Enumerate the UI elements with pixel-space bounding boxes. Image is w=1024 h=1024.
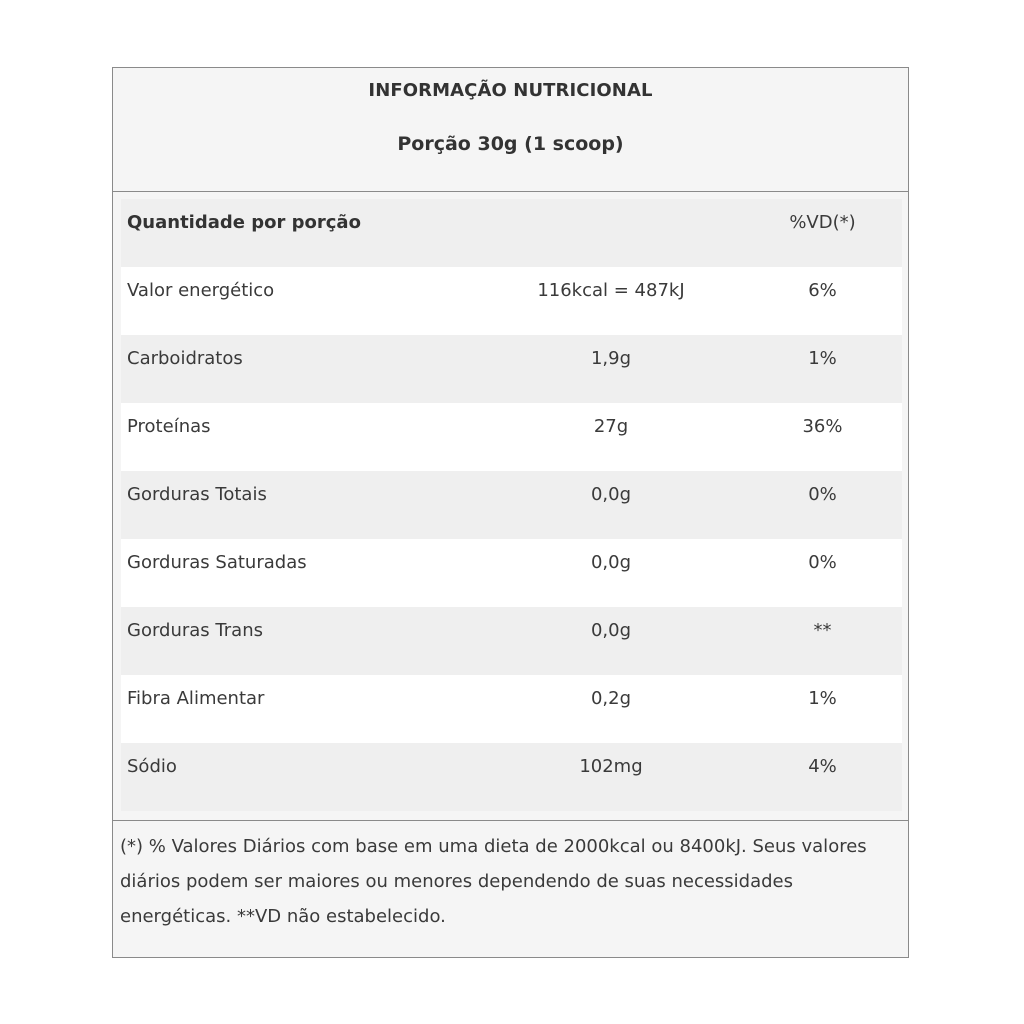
header-vd: %VD(*) xyxy=(789,212,856,233)
nutrient-vd: 4% xyxy=(808,756,837,777)
nutrition-header xyxy=(113,68,908,192)
nutrient-name: Fibra Alimentar xyxy=(127,688,265,709)
nutrient-name: Gorduras Trans xyxy=(127,620,263,641)
nutrient-amount: 102mg xyxy=(579,756,643,777)
table-row xyxy=(121,471,902,539)
nutrient-amount: 0,0g xyxy=(590,620,632,641)
nutrient-name: Valor energético xyxy=(127,280,275,301)
nutrient-name: Gorduras Saturadas xyxy=(127,552,307,573)
table-row xyxy=(121,539,902,607)
nutrient-amount: 27g xyxy=(593,416,629,437)
table-row xyxy=(121,607,902,675)
table-header-row xyxy=(121,199,902,267)
nutrient-name: Gorduras Totais xyxy=(127,484,267,505)
nutrient-amount: 1,9g xyxy=(590,348,632,369)
table-row xyxy=(121,675,902,743)
header-name: Quantidade por porção xyxy=(127,212,361,233)
portion-size: Porção 30g (1 scoop) xyxy=(397,133,624,155)
footnote-text: (*) % Valores Diários com base em uma dieta de 2000kcal ou 8400kJ. Seus valores diários podem ser maiores ou menores dependendo de suas necessidades energéticas. **VD não estabelecido. xyxy=(120,836,867,927)
nutrient-name: Sódio xyxy=(127,756,177,777)
nutrient-vd: 1% xyxy=(808,688,837,709)
header-amount xyxy=(501,199,721,267)
nutrient-vd: ** xyxy=(813,620,832,641)
nutrient-vd: 1% xyxy=(808,348,837,369)
nutrient-amount: 0,0g xyxy=(590,552,632,573)
table-row xyxy=(121,403,902,471)
nutrient-vd: 0% xyxy=(808,484,837,505)
nutrient-amount: 0,0g xyxy=(590,484,632,505)
nutrient-vd: 0% xyxy=(808,552,837,573)
nutrient-name: Carboidratos xyxy=(127,348,243,369)
nutrient-amount: 116kcal = 487kJ xyxy=(537,280,685,301)
nutrient-vd: 36% xyxy=(802,416,843,437)
nutrition-footer xyxy=(113,820,908,957)
nutrient-name: Proteínas xyxy=(127,416,211,437)
nutrition-title: INFORMAÇÃO NUTRICIONAL xyxy=(368,80,653,101)
nutrition-table xyxy=(121,199,902,811)
table-row xyxy=(121,267,902,335)
table-row xyxy=(121,335,902,403)
nutrition-facts-panel xyxy=(112,67,909,958)
nutrient-vd: 6% xyxy=(808,280,837,301)
table-row xyxy=(121,743,902,811)
nutrient-amount: 0,2g xyxy=(590,688,632,709)
